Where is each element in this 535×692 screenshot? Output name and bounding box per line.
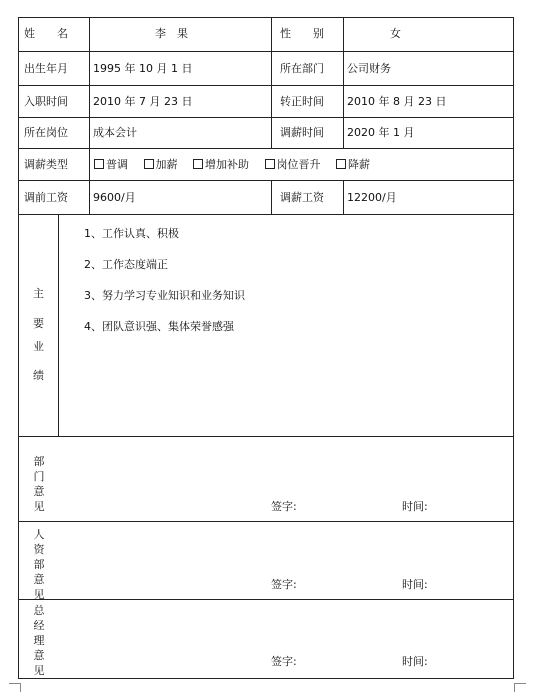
name-value: 李 果 [155, 27, 188, 40]
crop-mark [514, 683, 526, 684]
col-divider [89, 148, 90, 181]
crop-mark [514, 683, 515, 692]
birth-label: 出生年月 [24, 62, 68, 75]
row-divider [18, 148, 514, 149]
performance-label-char: 要 [33, 317, 44, 330]
row-divider [18, 85, 514, 86]
checkbox-icon[interactable] [336, 159, 346, 169]
position-label: 所在岗位 [24, 126, 68, 139]
regular-date-label: 转正时间 [280, 95, 324, 108]
gender-label: 性 别 [280, 27, 324, 40]
gm-sign-label: 签字: [271, 655, 297, 668]
hr-opinion-label: 人资部意见 [33, 528, 45, 601]
gm-time-label: 时间: [402, 655, 428, 668]
adjust-type-label: 调薪类型 [24, 158, 68, 171]
salary-adjustment-form [18, 17, 514, 679]
border-top [18, 17, 514, 18]
option-promotion[interactable] [265, 158, 321, 171]
name-label: 姓 名 [24, 27, 68, 40]
dept-opinion-label: 部门意见 [33, 455, 45, 513]
col-divider [271, 180, 272, 215]
row-divider [18, 436, 514, 437]
hr-time-label: 时间: [402, 578, 428, 591]
dept-sign-label: 签字: [271, 500, 297, 513]
salary-after-label: 调薪工资 [280, 191, 324, 204]
border-bottom [18, 678, 514, 679]
option-allowance[interactable] [193, 158, 249, 171]
col-divider [58, 214, 59, 437]
regular-date-value: 2010 年 8 月 23 日 [347, 95, 447, 108]
gm-opinion-label: 总经理意见 [33, 604, 45, 677]
option-label: 增加补助 [205, 158, 249, 171]
col-divider [343, 17, 344, 149]
performance-label-char: 业 [33, 340, 44, 353]
checkbox-icon[interactable] [193, 159, 203, 169]
salary-after-value: 12200/月 [347, 191, 397, 204]
adjust-type-options [94, 159, 382, 170]
crop-mark [20, 683, 21, 692]
hire-date-label: 入职时间 [24, 95, 68, 108]
birth-value: 1995 年 10 月 1 日 [93, 62, 193, 75]
option-label: 普调 [106, 158, 128, 171]
gender-value: 女 [390, 27, 401, 40]
performance-label-char: 绩 [33, 369, 44, 382]
performance-label-char: 主 [33, 287, 44, 300]
hire-date-value: 2010 年 7 月 23 日 [93, 95, 193, 108]
performance-item: 3、努力学习专业知识和业务知识 [84, 289, 245, 302]
salary-before-label: 调前工资 [24, 191, 68, 204]
option-regular[interactable] [94, 158, 128, 171]
checkbox-icon[interactable] [265, 159, 275, 169]
position-value: 成本会计 [93, 126, 137, 139]
col-divider [89, 180, 90, 215]
row-divider [18, 214, 514, 215]
performance-item: 4、团队意识强、集体荣誉感强 [84, 320, 234, 333]
department-label: 所在部门 [280, 62, 324, 75]
checkbox-icon[interactable] [144, 159, 154, 169]
col-divider [271, 17, 272, 149]
hr-sign-label: 签字: [271, 578, 297, 591]
row-divider [18, 599, 514, 600]
option-label: 降薪 [348, 158, 370, 171]
dept-time-label: 时间: [402, 500, 428, 513]
performance-item: 2、工作态度端正 [84, 258, 168, 271]
option-label: 岗位晋升 [276, 158, 321, 171]
salary-before-value: 9600/月 [93, 191, 136, 204]
option-cut[interactable] [336, 158, 370, 171]
department-value: 公司财务 [347, 62, 391, 75]
adjust-time-value: 2020 年 1 月 [347, 126, 415, 139]
row-divider [18, 180, 514, 181]
performance-item: 1、工作认真、积极 [84, 227, 179, 240]
row-divider [18, 521, 514, 522]
row-divider [18, 117, 514, 118]
col-divider [343, 180, 344, 215]
row-divider [18, 51, 514, 52]
option-raise[interactable] [144, 158, 178, 171]
adjust-time-label: 调薪时间 [280, 126, 324, 139]
col-divider [89, 17, 90, 149]
checkbox-icon[interactable] [94, 159, 104, 169]
option-label: 加薪 [155, 158, 178, 171]
